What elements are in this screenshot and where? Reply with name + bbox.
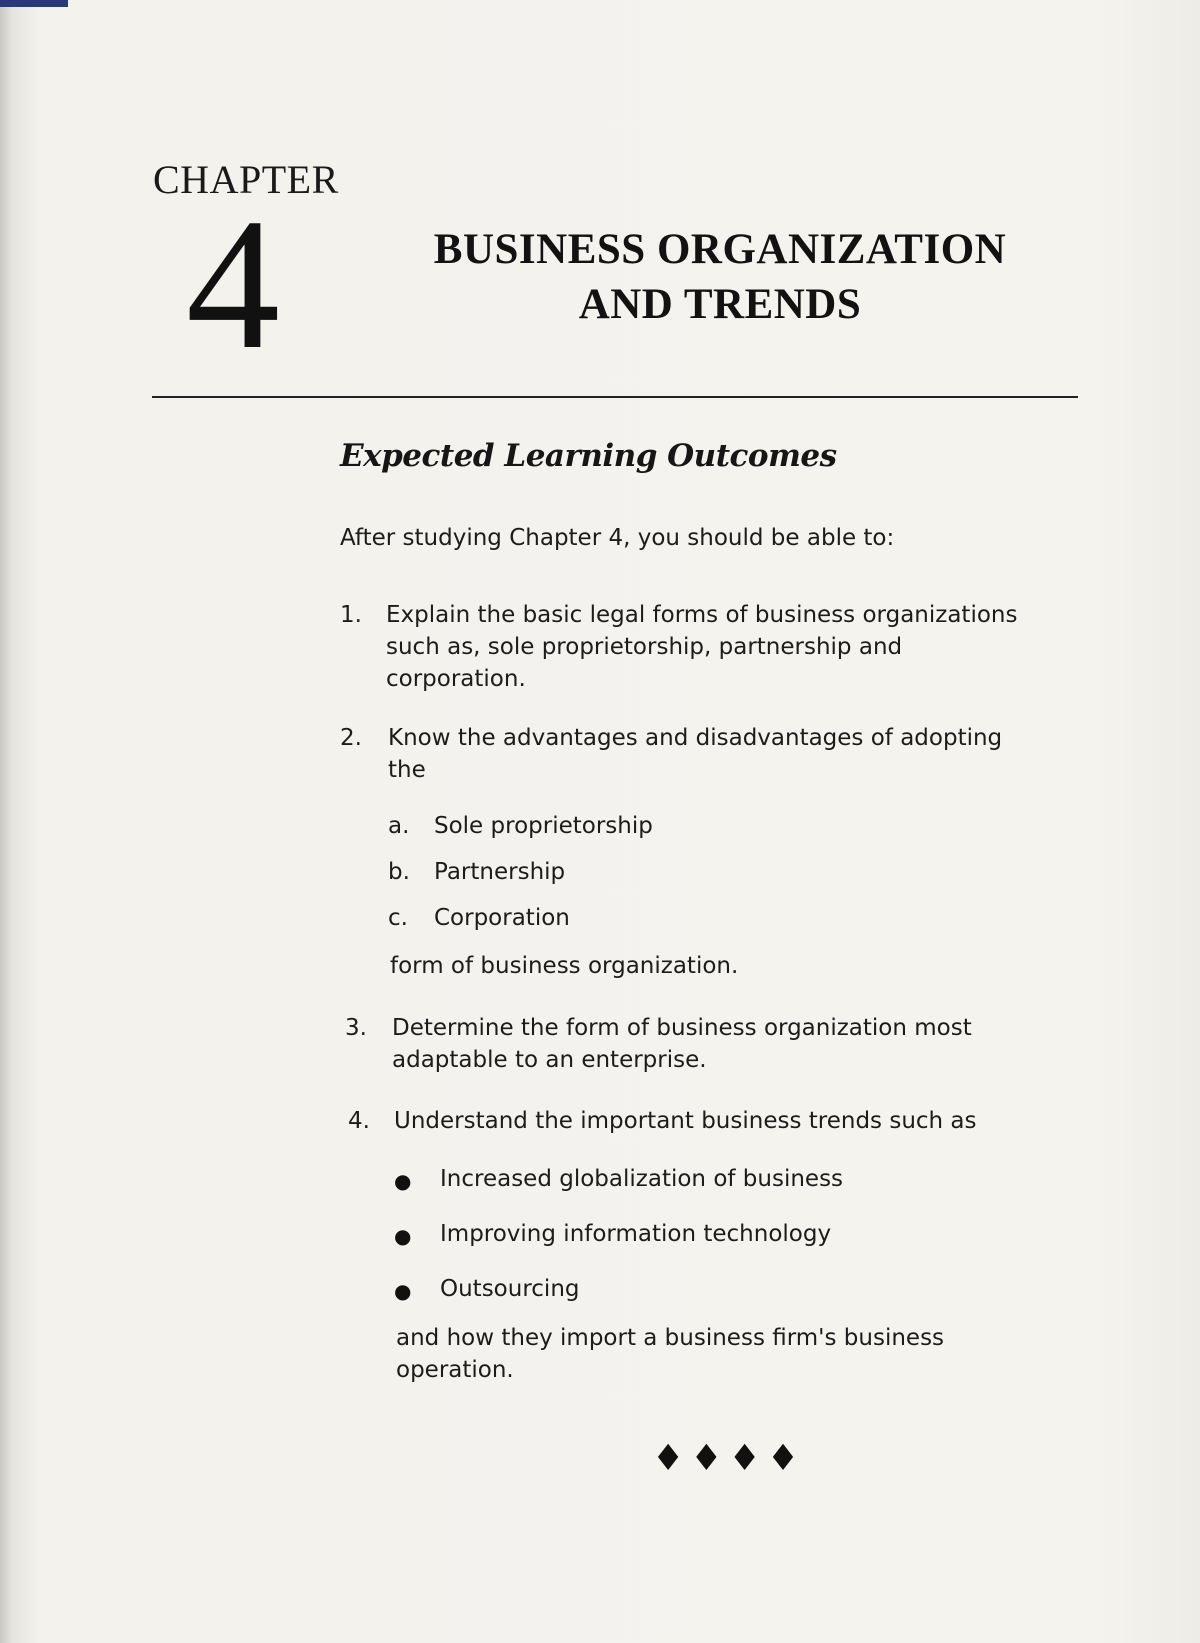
outcome-2-subitem-b-letter: b.: [388, 859, 410, 885]
chapter-title-line-1: BUSINESS ORGANIZATION: [433, 226, 1007, 273]
chapter-number: 4: [186, 179, 280, 388]
chapter-title-line-2: AND TRENDS: [578, 281, 862, 328]
page-corner-mark: [0, 0, 68, 7]
intro-text: After studying Chapter 4, you should be able to:: [340, 525, 895, 551]
bullet-icon: ●: [394, 1224, 412, 1248]
outcome-2-subitem-a-text: Sole proprietorship: [434, 813, 653, 839]
outcome-1-line-1: Explain the basic legal forms of business organizations: [386, 602, 1018, 628]
outcome-2-closing: form of business organization.: [390, 953, 739, 979]
diamond-ornament-icon: ♦♦♦♦: [652, 1438, 806, 1479]
outcome-4-number: 4.: [348, 1108, 370, 1134]
outcome-4-bullet-3: Outsourcing: [440, 1276, 580, 1302]
chapter-title: [390, 222, 1050, 332]
outcome-2-line-1: Know the advantages and disadvantages of adopting: [388, 725, 1003, 751]
outcome-4-closing-line-1: and how they import a business firm's business: [396, 1325, 945, 1351]
outcome-2-number: 2.: [340, 725, 362, 751]
outcome-4-bullet-2: Improving information technology: [440, 1221, 832, 1247]
horizontal-rule: [152, 396, 1078, 398]
chapter-label: CHAPTER: [153, 157, 339, 202]
outcome-4-line-1: Understand the important business trends such as: [394, 1108, 977, 1134]
outcome-1-line-3: corporation.: [386, 666, 526, 692]
outcome-3-number: 3.: [345, 1015, 367, 1041]
bullet-icon: ●: [394, 1169, 412, 1193]
outcome-2-subitem-c-letter: c.: [388, 905, 408, 931]
outcome-3-line-2: adaptable to an enterprise.: [392, 1047, 707, 1073]
outcome-4-closing-line-2: operation.: [396, 1357, 514, 1383]
section-heading: Expected Learning Outcomes: [340, 438, 837, 474]
outcome-2-line-2: the: [388, 757, 426, 783]
outcome-2-subitem-b-text: Partnership: [434, 859, 566, 885]
bullet-icon: ●: [394, 1279, 412, 1303]
outcome-3-line-1: Determine the form of business organization most: [392, 1015, 972, 1041]
outcome-4-bullet-1: Increased globalization of business: [440, 1166, 844, 1192]
outcome-1-number: 1.: [340, 602, 362, 628]
outcome-2-subitem-a-letter: a.: [388, 813, 410, 839]
outcome-1-line-2: such as, sole proprietorship, partnership and: [386, 634, 903, 660]
outcome-2-subitem-c-text: Corporation: [434, 905, 570, 931]
